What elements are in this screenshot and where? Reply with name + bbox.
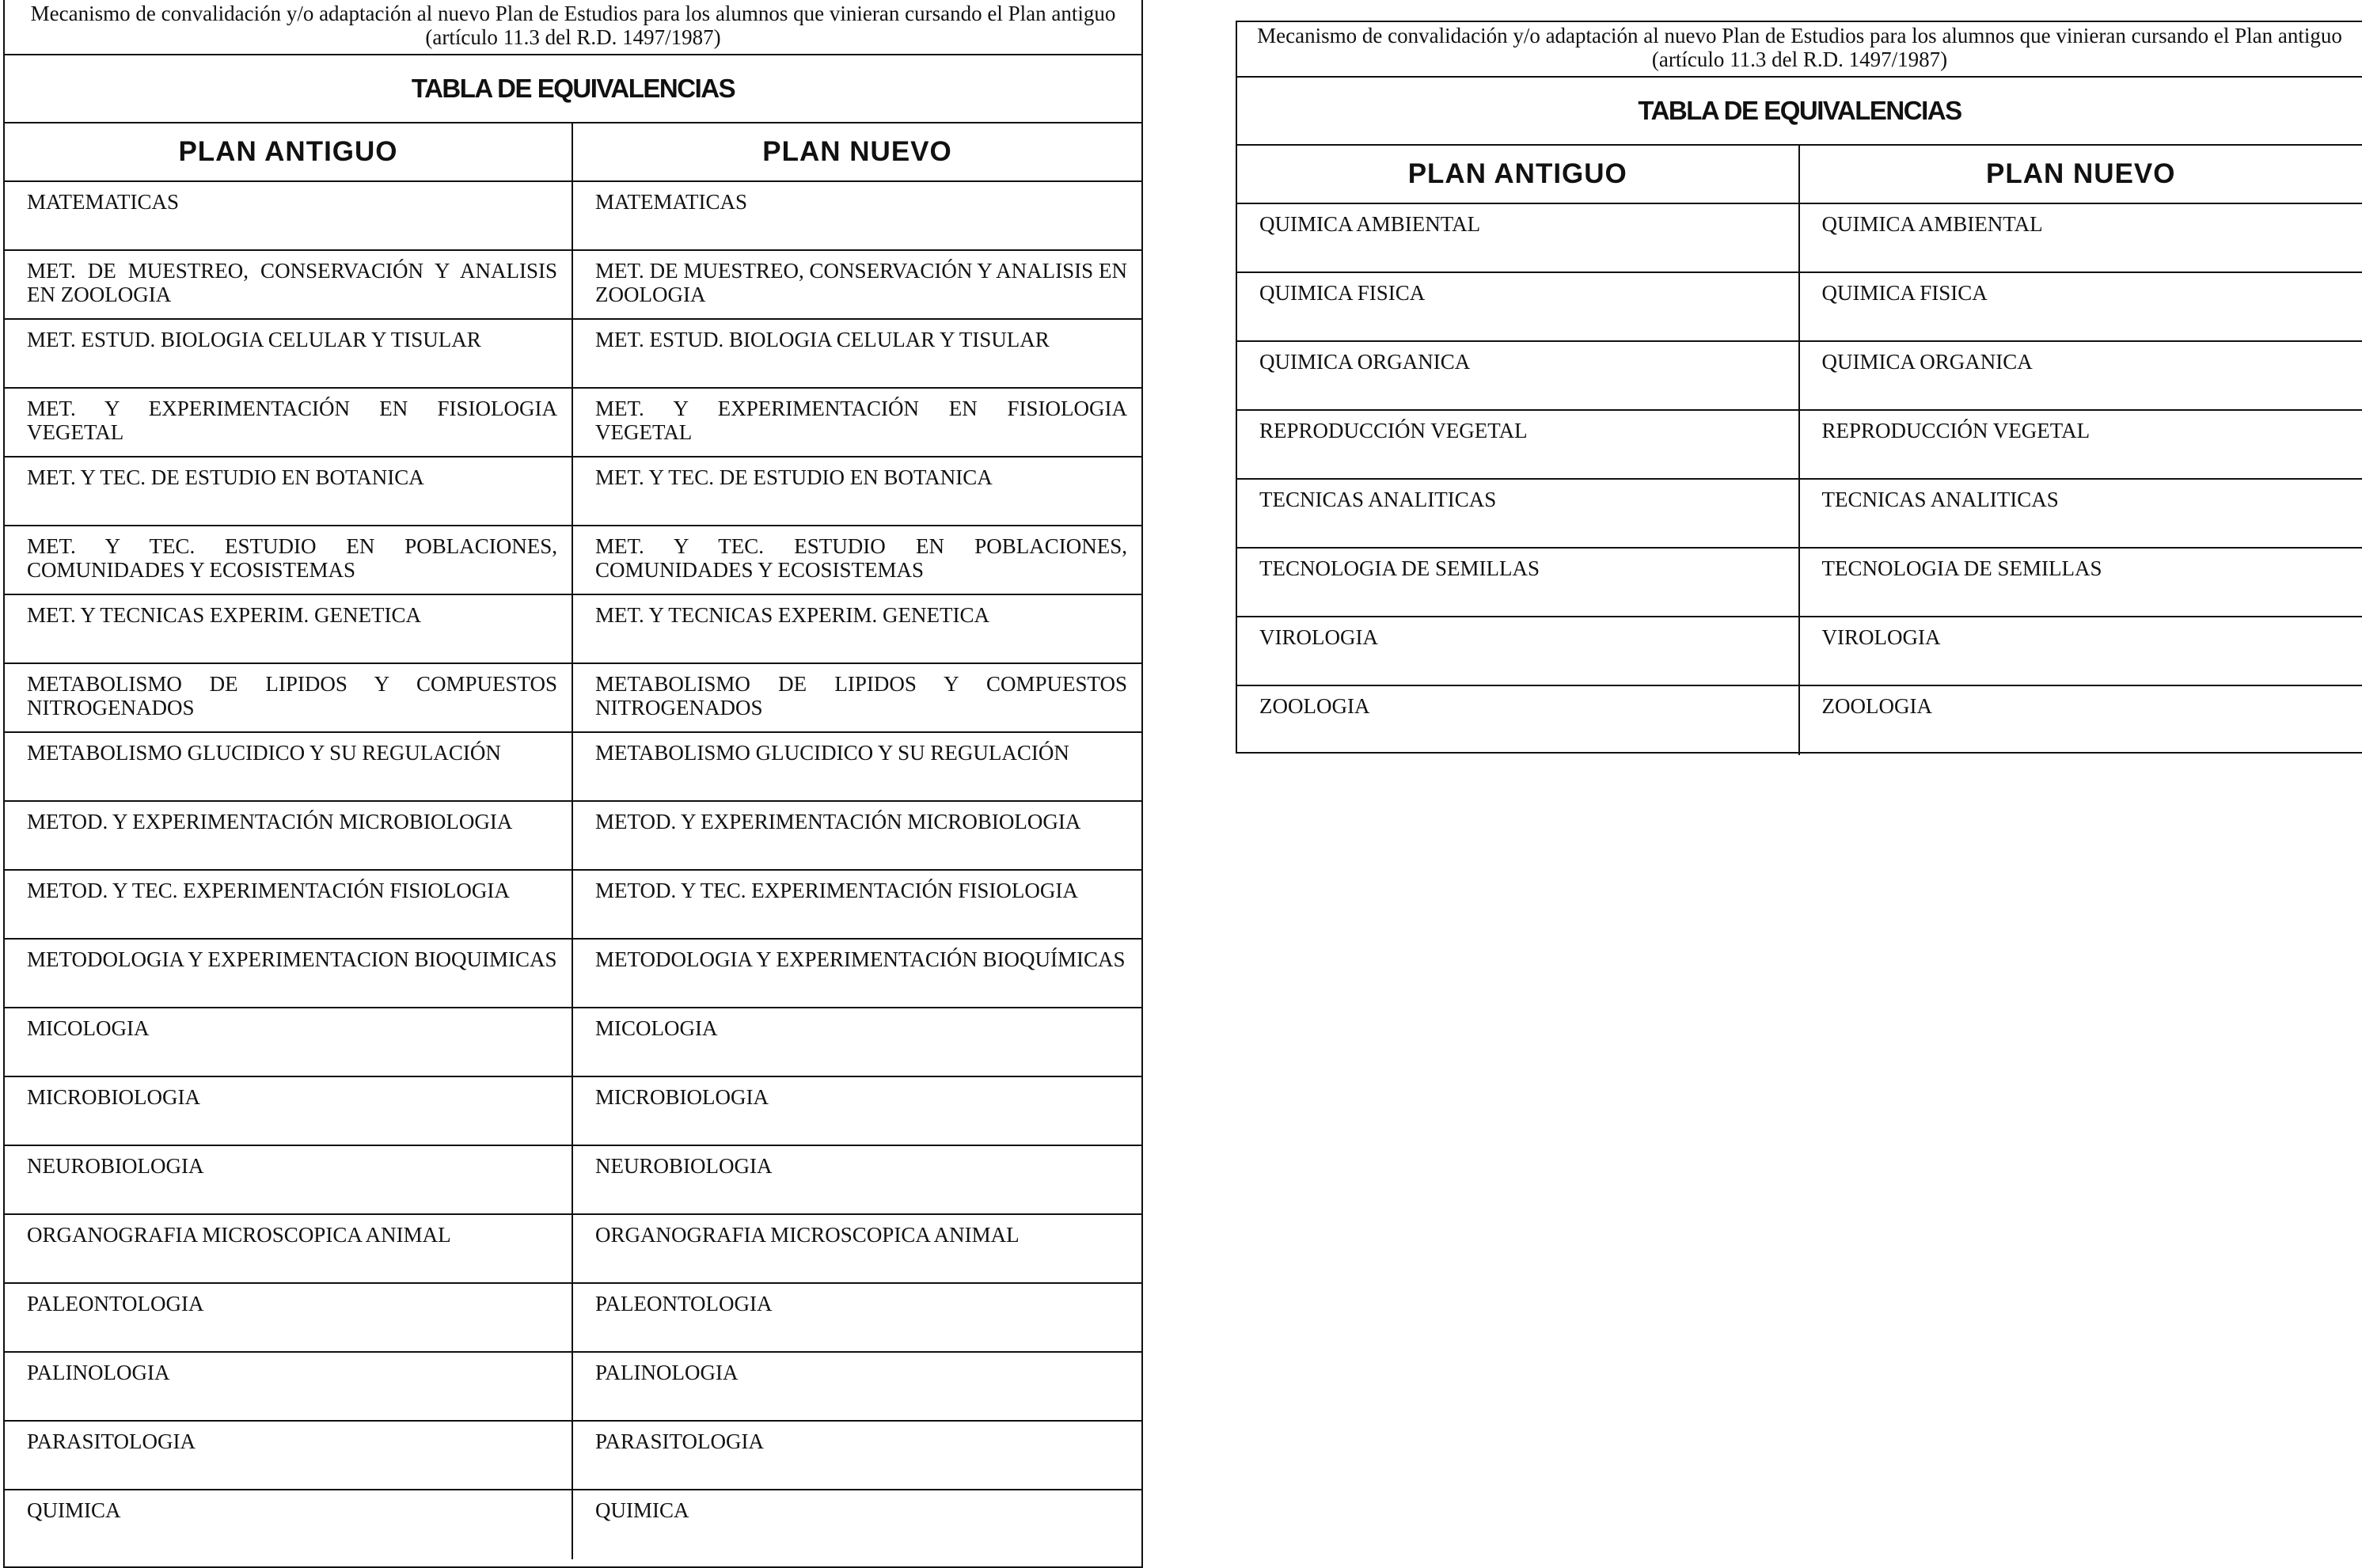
cell-plan-antiguo: TECNOLOGIA DE SEMILLAS (1237, 549, 1800, 616)
table-row (5, 320, 1141, 389)
column-headers (5, 123, 1141, 182)
cell-plan-nuevo: MET. Y TECNICAS EXPERIM. GENETICA (595, 603, 989, 627)
table-caption: Mecanismo de convalidación y/o adaptación al nuevo Plan de Estudios para los alumnos que vinieran cursando el Plan antiguo (artículo 11.3 del R.D. 1497/1987) (5, 0, 1141, 55)
cell-plan-antiguo: METOD. Y EXPERIMENTACIÓN MICROBIOLOGIA (5, 802, 573, 869)
cell-plan-antiguo: METABOLISMO GLUCIDICO Y SU REGULACIÓN (5, 733, 573, 800)
cell-plan-antiguo: METABOLISMO DE LIPIDOS Y COMPUESTOS NITROGENADOS (5, 664, 573, 731)
cell-plan-antiguo: PALEONTOLOGIA (5, 1284, 573, 1351)
table-row (5, 389, 1141, 457)
cell-plan-antiguo: MET. Y TEC. DE ESTUDIO EN BOTANICA (5, 457, 573, 525)
cell-plan-antiguo: MET. Y EXPERIMENTACIÓN EN FISIOLOGIA VEGETAL (5, 389, 573, 456)
cell-plan-antiguo: QUIMICA FISICA (1237, 273, 1800, 340)
table-row (1237, 411, 2362, 480)
cell-plan-antiguo: MET. Y TEC. ESTUDIO EN POBLACIONES, COMUNIDADES Y ECOSISTEMAS (5, 526, 573, 594)
cell-plan-nuevo: METOD. Y TEC. EXPERIMENTACIÓN FISIOLOGIA (595, 879, 1078, 902)
header-plan-nuevo: PLAN NUEVO (762, 136, 952, 167)
cell-plan-nuevo: ZOOLOGIA (1821, 694, 1932, 718)
table-row (5, 1353, 1141, 1422)
header-plan-antiguo: PLAN ANTIGUO (1237, 146, 1800, 203)
table-title: TABLA DE EQUIVALENCIAS (5, 55, 1141, 123)
cell-plan-antiguo: PALINOLOGIA (5, 1353, 573, 1420)
cell-plan-nuevo: QUIMICA FISICA (1821, 281, 1988, 305)
table-row (5, 1077, 1141, 1146)
table-caption: Mecanismo de convalidación y/o adaptación al nuevo Plan de Estudios para los alumnos que vinieran cursando el Plan antiguo (artículo 11.3 del R.D. 1497/1987) (1237, 22, 2362, 78)
cell-plan-nuevo: MET. Y EXPERIMENTACIÓN EN FISIOLOGIA VEGETAL (595, 397, 1127, 444)
cell-plan-nuevo: METOD. Y EXPERIMENTACIÓN MICROBIOLOGIA (595, 810, 1081, 833)
table-row (5, 733, 1141, 802)
cell-plan-antiguo: MET. ESTUD. BIOLOGIA CELULAR Y TISULAR (5, 320, 573, 387)
table-row (5, 251, 1141, 320)
table-row (1237, 617, 2362, 686)
cell-plan-antiguo: MICOLOGIA (5, 1008, 573, 1076)
cell-plan-nuevo: QUIMICA ORGANICA (1821, 350, 2033, 374)
cell-plan-antiguo: QUIMICA AMBIENTAL (1237, 204, 1800, 271)
table-row (5, 457, 1141, 526)
cell-plan-nuevo: MICROBIOLOGIA (595, 1085, 769, 1109)
cell-plan-nuevo: METABOLISMO GLUCIDICO Y SU REGULACIÓN (595, 741, 1069, 765)
header-plan-antiguo: PLAN ANTIGUO (5, 123, 573, 180)
table-row (5, 871, 1141, 940)
cell-plan-antiguo: METODOLOGIA Y EXPERIMENTACION BIOQUIMICAS (5, 940, 573, 1007)
cell-plan-nuevo: PALEONTOLOGIA (595, 1292, 773, 1316)
equivalence-table-left (3, 0, 1143, 1568)
cell-plan-nuevo: REPRODUCCIÓN VEGETAL (1821, 419, 2090, 442)
table-row (5, 1490, 1141, 1559)
cell-plan-nuevo: MET. Y TEC. DE ESTUDIO EN BOTANICA (595, 465, 993, 489)
table-row (5, 182, 1141, 251)
cell-plan-antiguo: MET. Y TECNICAS EXPERIM. GENETICA (5, 595, 573, 663)
cell-plan-nuevo: PARASITOLOGIA (595, 1429, 765, 1453)
cell-plan-nuevo: ORGANOGRAFIA MICROSCOPICA ANIMAL (595, 1223, 1020, 1247)
table-row (5, 595, 1141, 664)
table-row (5, 1008, 1141, 1077)
table-row (5, 802, 1141, 871)
table-row (1237, 549, 2362, 617)
cell-plan-nuevo: NEUROBIOLOGIA (595, 1154, 773, 1178)
cell-plan-nuevo: VIROLOGIA (1821, 625, 1941, 649)
table-body (1237, 204, 2362, 755)
table-title: TABLA DE EQUIVALENCIAS (1237, 78, 2362, 146)
table-row (5, 1215, 1141, 1284)
header-plan-nuevo: PLAN NUEVO (1986, 158, 2176, 189)
table-row (5, 1422, 1141, 1490)
cell-plan-antiguo: VIROLOGIA (1237, 617, 1800, 685)
table-row (5, 1146, 1141, 1215)
cell-plan-nuevo: METODOLOGIA Y EXPERIMENTACIÓN BIOQUÍMICAS (595, 947, 1126, 971)
cell-plan-antiguo: MET. DE MUESTREO, CONSERVACIÓN Y ANALISIS EN ZOOLOGIA (5, 251, 573, 318)
table-row (1237, 204, 2362, 273)
cell-plan-nuevo: MATEMATICAS (595, 190, 748, 214)
cell-plan-nuevo: QUIMICA AMBIENTAL (1821, 212, 2043, 236)
table-body (5, 182, 1141, 1559)
table-row (1237, 273, 2362, 342)
cell-plan-antiguo: METOD. Y TEC. EXPERIMENTACIÓN FISIOLOGIA (5, 871, 573, 938)
cell-plan-nuevo: MET. DE MUESTREO, CONSERVACIÓN Y ANALISIS EN ZOOLOGIA (595, 259, 1127, 306)
table-row (5, 664, 1141, 733)
cell-plan-nuevo: MET. ESTUD. BIOLOGIA CELULAR Y TISULAR (595, 328, 1050, 351)
cell-plan-nuevo: QUIMICA (595, 1498, 689, 1522)
table-row (1237, 342, 2362, 411)
table-row (1237, 686, 2362, 755)
cell-plan-antiguo: QUIMICA ORGANICA (1237, 342, 1800, 409)
table-row (1237, 480, 2362, 549)
cell-plan-antiguo: TECNICAS ANALITICAS (1237, 480, 1800, 547)
cell-plan-nuevo: TECNICAS ANALITICAS (1821, 488, 2059, 511)
cell-plan-antiguo: ORGANOGRAFIA MICROSCOPICA ANIMAL (5, 1215, 573, 1282)
cell-plan-antiguo: NEUROBIOLOGIA (5, 1146, 573, 1213)
cell-plan-antiguo: MATEMATICAS (5, 182, 573, 249)
cell-plan-antiguo: REPRODUCCIÓN VEGETAL (1237, 411, 1800, 478)
table-row (5, 940, 1141, 1008)
cell-plan-antiguo: PARASITOLOGIA (5, 1422, 573, 1489)
table-row (5, 526, 1141, 595)
cell-plan-nuevo: TECNOLOGIA DE SEMILLAS (1821, 556, 2102, 580)
cell-plan-nuevo: PALINOLOGIA (595, 1361, 739, 1384)
column-headers (1237, 146, 2362, 204)
cell-plan-nuevo: MICOLOGIA (595, 1016, 718, 1040)
equivalence-table-right (1236, 21, 2362, 754)
table-row (5, 1284, 1141, 1353)
cell-plan-antiguo: MICROBIOLOGIA (5, 1077, 573, 1145)
cell-plan-antiguo: ZOOLOGIA (1237, 686, 1800, 755)
cell-plan-nuevo: METABOLISMO DE LIPIDOS Y COMPUESTOS NITROGENADOS (595, 672, 1127, 719)
cell-plan-nuevo: MET. Y TEC. ESTUDIO EN POBLACIONES, COMUNIDADES Y ECOSISTEMAS (595, 534, 1127, 582)
cell-plan-antiguo: QUIMICA (5, 1490, 573, 1559)
